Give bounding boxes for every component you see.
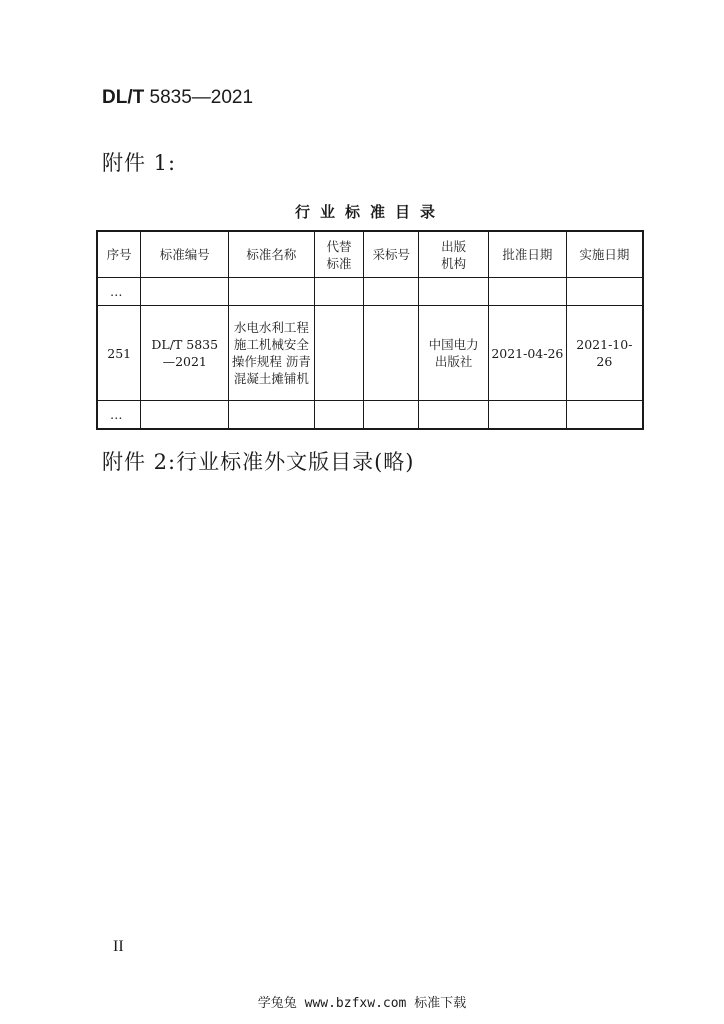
footer-watermark: 学兔兔 www.bzfxw.com 标准下载 [257, 996, 467, 1011]
table-title: 行业标准目录 [294, 203, 445, 221]
header-replace: 代替标准 [314, 231, 364, 278]
document-code-prefix: DL/T [102, 87, 145, 108]
header-adopt: 采标号 [364, 231, 419, 278]
cell-replace [314, 306, 364, 401]
header-effective-date: 实施日期 [566, 231, 643, 278]
cell-publisher: 中国电力出版社 [419, 306, 489, 401]
cell-approve-date: 2021-04-26 [489, 306, 567, 401]
appendix-2-label: 附件 2:行业标准外文版目录(略) [102, 450, 415, 474]
cell-code: DL/T 5835—2021 [141, 306, 229, 401]
header-code: 标准编号 [141, 231, 229, 278]
document-code-number: 5835—2021 [144, 87, 254, 108]
header-seq: 序号 [97, 231, 141, 278]
header-publisher: 出版机构 [419, 231, 489, 278]
header-approve-date: 批准日期 [489, 231, 567, 278]
ellipsis-cell: … [97, 278, 141, 306]
table-row [97, 306, 643, 401]
page-number: II [113, 938, 124, 955]
table-header-row [97, 231, 643, 278]
appendix-1-label: 附件 1: [102, 151, 177, 175]
document-code [102, 87, 253, 109]
cell-seq: 251 [97, 306, 141, 401]
cell-effective-date: 2021-10-26 [566, 306, 643, 401]
cell-adopt [364, 306, 419, 401]
standards-catalog-table [96, 230, 644, 430]
header-name: 标准名称 [229, 231, 314, 278]
table-row-ellipsis-top [97, 278, 643, 306]
cell-name: 水电水利工程施工机械安全操作规程 沥青混凝土摊铺机 [229, 306, 314, 401]
ellipsis-cell: … [97, 401, 141, 430]
table-row-ellipsis-bottom [97, 401, 643, 430]
